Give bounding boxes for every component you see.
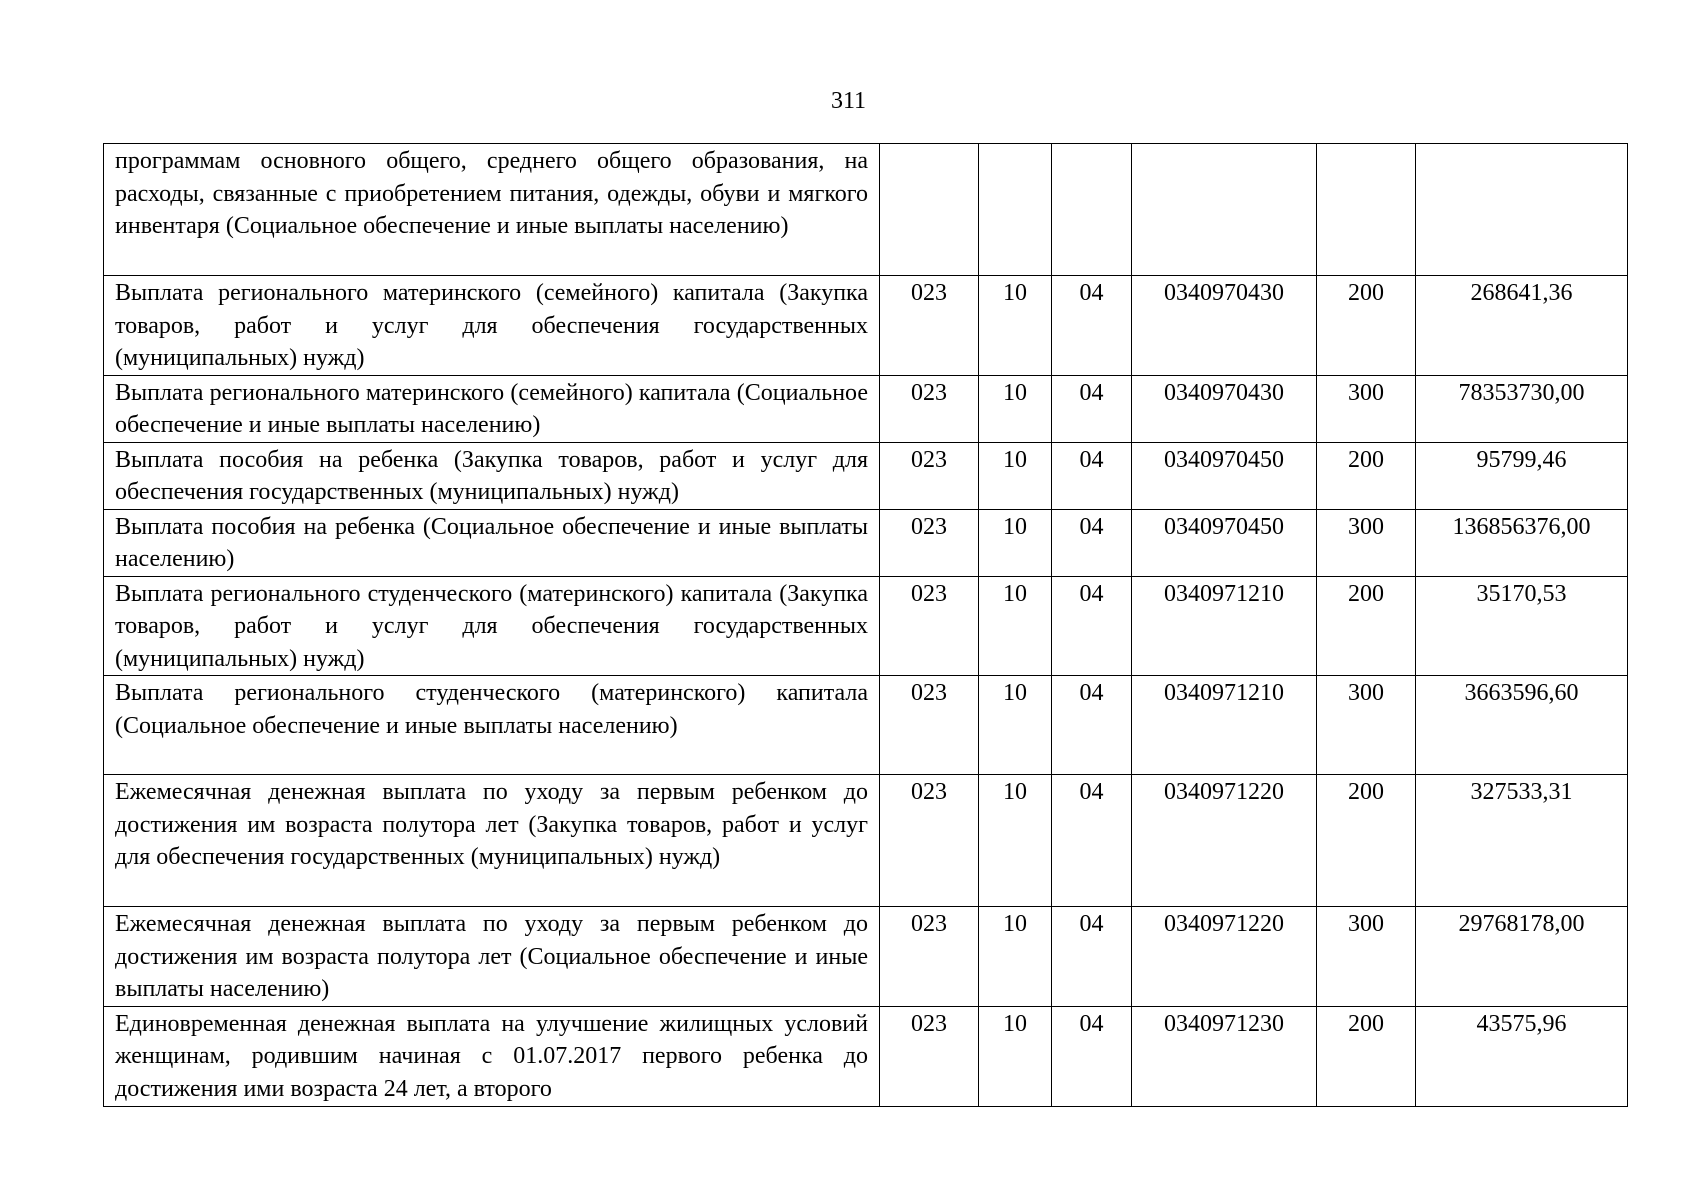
row-target-code: 0340971230	[1132, 1006, 1317, 1106]
row-ministry-code: 023	[880, 375, 979, 442]
row-subsection-code: 04	[1052, 907, 1132, 1007]
row-expense-type-code: 300	[1317, 509, 1416, 576]
table-row	[104, 676, 1628, 775]
row-amount: 43575,96	[1416, 1006, 1628, 1106]
row-subsection-code: 04	[1052, 276, 1132, 376]
row-amount: 327533,31	[1416, 775, 1628, 907]
row-description: Выплата регионального студенческого (материнского) капитала (Закупка товаров, работ и услуг для обеспечения государственных (муниципальных) нужд)	[104, 576, 880, 676]
row-amount: 3663596,60	[1416, 676, 1628, 775]
row-target-code: 0340970450	[1132, 442, 1317, 509]
row-description: программам основного общего, среднего общего образования, на расходы, связанные с приобретением питания, одежды, обуви и мягкого инвентаря (Социальное обеспечение и иные выплаты населению)	[104, 144, 880, 276]
row-ministry-code: 023	[880, 1006, 979, 1106]
row-expense-type-code	[1317, 144, 1416, 276]
table-row	[104, 375, 1628, 442]
row-section-code: 10	[979, 276, 1052, 376]
row-target-code: 0340970430	[1132, 276, 1317, 376]
row-section-code: 10	[979, 509, 1052, 576]
row-ministry-code: 023	[880, 676, 979, 775]
row-expense-type-code: 200	[1317, 775, 1416, 907]
row-description: Ежемесячная денежная выплата по уходу за первым ребенком до достижения им возраста полутора лет (Социальное обеспечение и иные выплаты населению)	[104, 907, 880, 1007]
row-description: Выплата регионального материнского (семейного) капитала (Закупка товаров, работ и услуг для обеспечения государственных (муниципальных) нужд)	[104, 276, 880, 376]
table-row	[104, 1006, 1628, 1106]
row-amount: 29768178,00	[1416, 907, 1628, 1007]
row-subsection-code: 04	[1052, 576, 1132, 676]
row-expense-type-code: 300	[1317, 375, 1416, 442]
row-subsection-code: 04	[1052, 375, 1132, 442]
table-row	[104, 775, 1628, 907]
row-expense-type-code: 200	[1317, 442, 1416, 509]
row-section-code: 10	[979, 1006, 1052, 1106]
row-subsection-code: 04	[1052, 1006, 1132, 1106]
table-body	[104, 144, 1628, 1107]
row-subsection-code: 04	[1052, 775, 1132, 907]
row-description: Единовременная денежная выплата на улучшение жилищных условий женщинам, родившим начиная с 01.07.2017 первого ребенка до достижения ими возраста 24 лет, а второго	[104, 1006, 880, 1106]
row-ministry-code: 023	[880, 442, 979, 509]
row-description: Выплата регионального материнского (семейного) капитала (Социальное обеспечение и иные выплаты населению)	[104, 375, 880, 442]
row-section-code: 10	[979, 775, 1052, 907]
row-amount	[1416, 144, 1628, 276]
row-expense-type-code: 300	[1317, 676, 1416, 775]
row-subsection-code: 04	[1052, 509, 1132, 576]
budget-table	[103, 143, 1628, 1107]
row-ministry-code: 023	[880, 775, 979, 907]
row-expense-type-code: 300	[1317, 907, 1416, 1007]
row-amount: 95799,46	[1416, 442, 1628, 509]
row-amount: 268641,36	[1416, 276, 1628, 376]
row-target-code	[1132, 144, 1317, 276]
row-section-code: 10	[979, 375, 1052, 442]
row-target-code: 0340971220	[1132, 907, 1317, 1007]
row-target-code: 0340970430	[1132, 375, 1317, 442]
page-number: 311	[830, 88, 867, 114]
table-row	[104, 144, 1628, 276]
row-subsection-code: 04	[1052, 676, 1132, 775]
table-row	[104, 442, 1628, 509]
table-row	[104, 509, 1628, 576]
row-subsection-code: 04	[1052, 442, 1132, 509]
row-section-code: 10	[979, 442, 1052, 509]
row-section-code: 10	[979, 907, 1052, 1007]
row-description: Выплата пособия на ребенка (Социальное обеспечение и иные выплаты населению)	[104, 509, 880, 576]
row-description: Выплата регионального студенческого (материнского) капитала (Социальное обеспечение и иные выплаты населению)	[104, 676, 880, 775]
row-section-code: 10	[979, 576, 1052, 676]
row-ministry-code	[880, 144, 979, 276]
row-expense-type-code: 200	[1317, 1006, 1416, 1106]
row-target-code: 0340971210	[1132, 576, 1317, 676]
row-amount: 35170,53	[1416, 576, 1628, 676]
row-target-code: 0340971210	[1132, 676, 1317, 775]
row-description: Выплата пособия на ребенка (Закупка товаров, работ и услуг для обеспечения государственных (муниципальных) нужд)	[104, 442, 880, 509]
row-ministry-code: 023	[880, 576, 979, 676]
row-ministry-code: 023	[880, 509, 979, 576]
row-section-code: 10	[979, 676, 1052, 775]
row-target-code: 0340970450	[1132, 509, 1317, 576]
row-ministry-code: 023	[880, 276, 979, 376]
row-amount: 136856376,00	[1416, 509, 1628, 576]
row-section-code	[979, 144, 1052, 276]
row-description: Ежемесячная денежная выплата по уходу за первым ребенком до достижения им возраста полутора лет (Закупка товаров, работ и услуг для обеспечения государственных (муниципальных) нужд)	[104, 775, 880, 907]
row-target-code: 0340971220	[1132, 775, 1317, 907]
table-row	[104, 276, 1628, 376]
table-row	[104, 907, 1628, 1007]
row-subsection-code	[1052, 144, 1132, 276]
row-ministry-code: 023	[880, 907, 979, 1007]
row-expense-type-code: 200	[1317, 576, 1416, 676]
row-amount: 78353730,00	[1416, 375, 1628, 442]
table-row	[104, 576, 1628, 676]
row-expense-type-code: 200	[1317, 276, 1416, 376]
